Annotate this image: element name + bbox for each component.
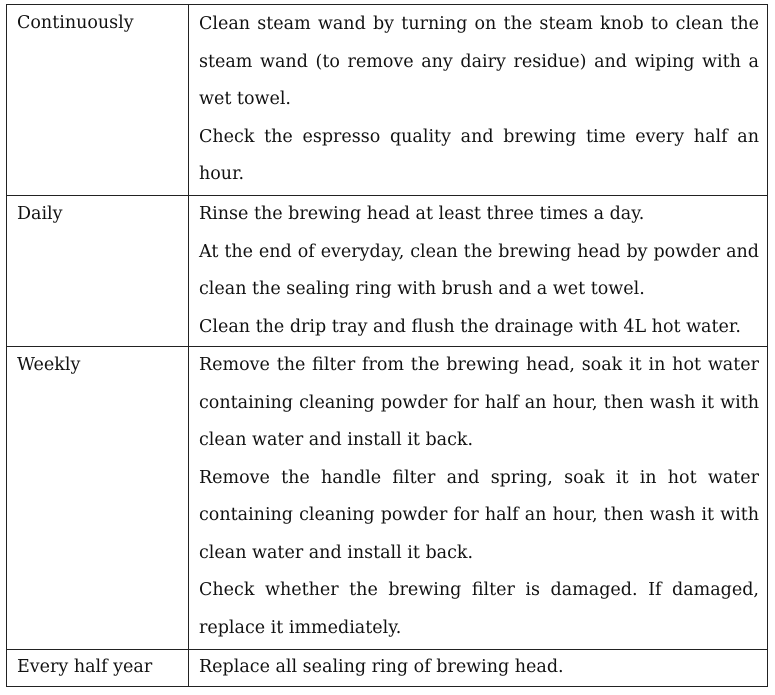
task-item: Remove the filter from the brewing head, soak it in hot water containing cleaning powder for half an hour, then wash it with clean water and install it back. <box>199 355 759 450</box>
table-row-every-half-year <box>7 650 768 687</box>
tasks-cell <box>189 196 768 347</box>
task-item: Rinse the brewing head at least three times a day. <box>199 204 645 224</box>
task-item: Check whether the brewing filter is damaged. If damaged, replace it immediately. <box>199 580 759 638</box>
task-item: Clean steam wand by turning on the steam knob to clean the steam wand (to remove any dairy residue) and wiping with a wet towel. <box>199 14 759 109</box>
table-row-continuously <box>7 5 768 196</box>
frequency-cell: Weekly <box>7 347 189 650</box>
task-item: Replace all sealing ring of brewing head. <box>199 657 564 677</box>
task-item: Check the espresso quality and brewing time every half an hour. <box>199 126 759 184</box>
frequency-cell: Continuously <box>7 5 189 196</box>
tasks-cell <box>189 347 768 650</box>
task-item: Clean the drip tray and flush the drainage with 4L hot water. <box>199 316 741 337</box>
table-row-weekly <box>7 347 768 650</box>
maintenance-schedule-table <box>6 4 768 687</box>
tasks-cell <box>189 5 768 196</box>
frequency-cell: Every half year <box>7 650 189 687</box>
task-item: At the end of everyday, clean the brewing head by powder and clean the sealing ring with brush and a wet towel. <box>199 241 759 299</box>
frequency-cell: Daily <box>7 196 189 347</box>
task-item: Remove the handle filter and spring, soak it in hot water containing cleaning powder for half an hour, then wash it with clean water and install it back. <box>199 467 759 563</box>
tasks-cell <box>189 650 768 687</box>
table-row-daily <box>7 196 768 347</box>
